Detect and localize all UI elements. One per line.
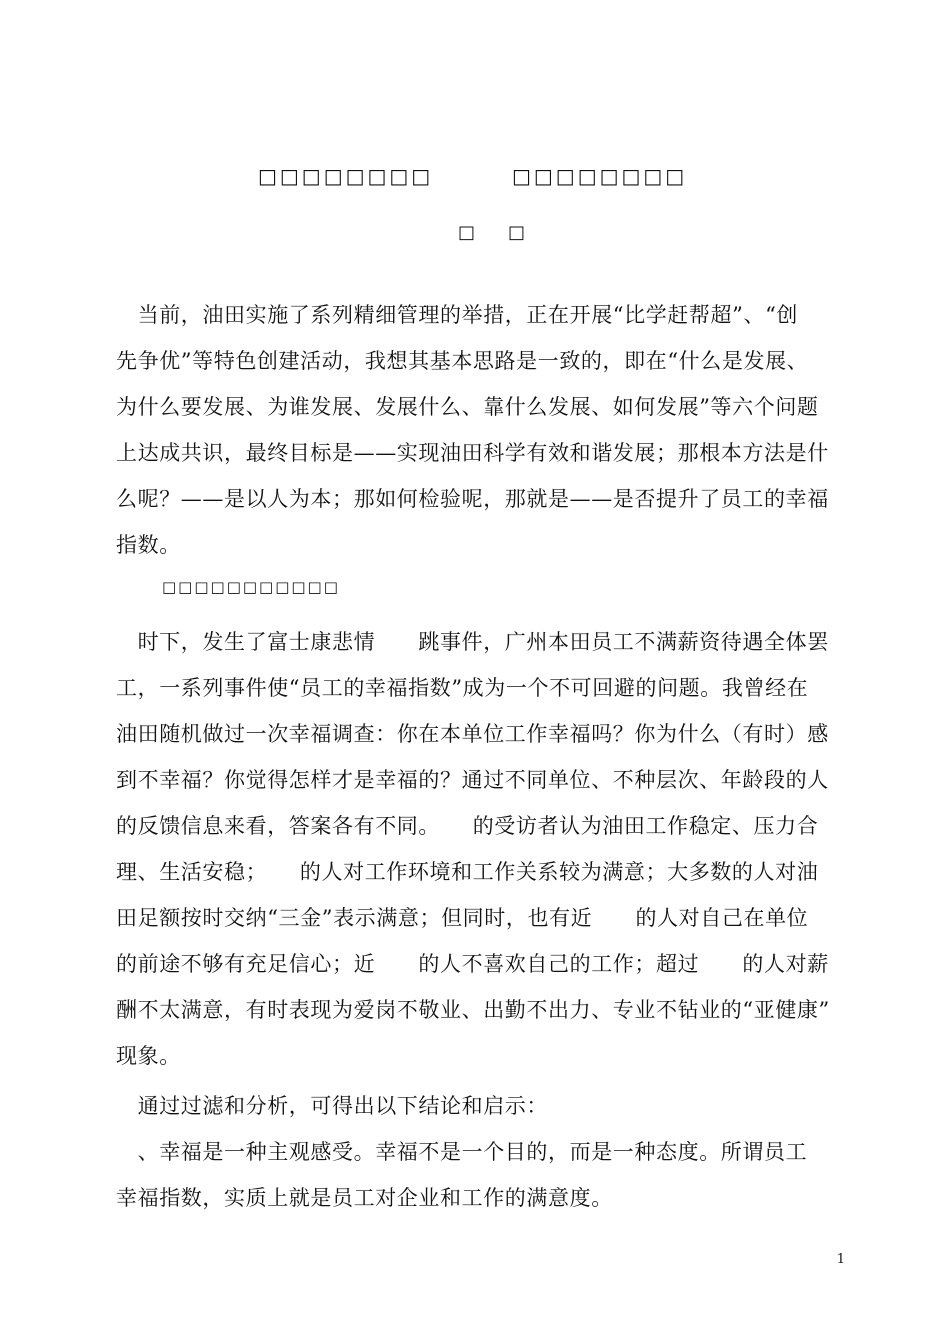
author-glyph-2: □ xyxy=(508,222,526,243)
text-line: 幸福指数，实质上就是员工对企业和工作的满意度。 xyxy=(116,1186,613,1210)
paragraph-point-1 xyxy=(116,1129,840,1221)
paragraph-intro xyxy=(116,292,840,568)
section-heading: □□□□□□□□□□□ xyxy=(162,578,340,596)
title-left: □□□□□□□□ xyxy=(258,164,434,188)
text-line: 理、生活安稳； 的人对工作环境和工作关系较为满意；大多数的人对油 xyxy=(116,860,819,884)
paragraph-conclusion-intro xyxy=(116,1083,840,1129)
text-line: 为什么要发展、为谁发展、发展什么、靠什么发展、如何发展”等六个问题 xyxy=(116,395,819,419)
text-line: 上达成共识，最终目标是——实现油田科学有效和谐发展；那根本方法是什 xyxy=(116,441,829,465)
text-line: 的前途不够有充足信心；近 的人不喜欢自己的工作；超过 的人对薪 xyxy=(116,952,829,976)
text-line: 么呢？——是以人为本；那如何检验呢，那就是——是否提升了员工的幸福 xyxy=(116,487,829,511)
text-line: 通过过滤和分析，可得出以下结论和启示： xyxy=(116,1094,548,1118)
text-line: 油田随机做过一次幸福调查：你在本单位工作幸福吗？你为什么（有时）感 xyxy=(116,722,829,746)
text-line: 到不幸福？你觉得怎样才是幸福的？通过不同单位、不种层次、年龄段的人 xyxy=(116,768,829,792)
page-number: 1 xyxy=(836,1252,845,1267)
text-line: 指数。 xyxy=(116,533,181,557)
text-line: 现象。 xyxy=(116,1044,181,1068)
text-line: 田足额按时交纳“三金”表示满意；但同时，也有近 的人对自己在单位 xyxy=(116,906,809,930)
text-line: 先争优”等特色创建活动，我想其基本思路是一致的，即在“什么是发展、 xyxy=(116,349,809,373)
paragraph-survey xyxy=(116,619,840,1079)
text-line: 时下，发生了富士康悲情 跳事件，广州本田员工不满薪资待遇全体罢 xyxy=(116,630,829,654)
text-line: 、幸福是一种主观感受。幸福不是一个目的，而是一种态度。所谓员工 xyxy=(116,1140,808,1164)
text-line: 当前，油田实施了系列精细管理的举措，正在开展“比学赶帮超”、“创 xyxy=(116,303,799,327)
author-glyph-1: □ xyxy=(458,222,476,243)
text-line: 工，一系列事件使“员工的幸福指数”成为一个不可回避的问题。我曾经在 xyxy=(116,676,809,700)
text-line: 的反馈信息来看，答案各有不同。 的受访者认为油田工作稳定、压力合 xyxy=(116,814,819,838)
text-line: 酬不太满意，有时表现为爱岗不敬业、出勤不出力、专业不钻业的“亚健康” xyxy=(116,998,830,1022)
title-right: □□□□□□□□ xyxy=(512,164,688,188)
